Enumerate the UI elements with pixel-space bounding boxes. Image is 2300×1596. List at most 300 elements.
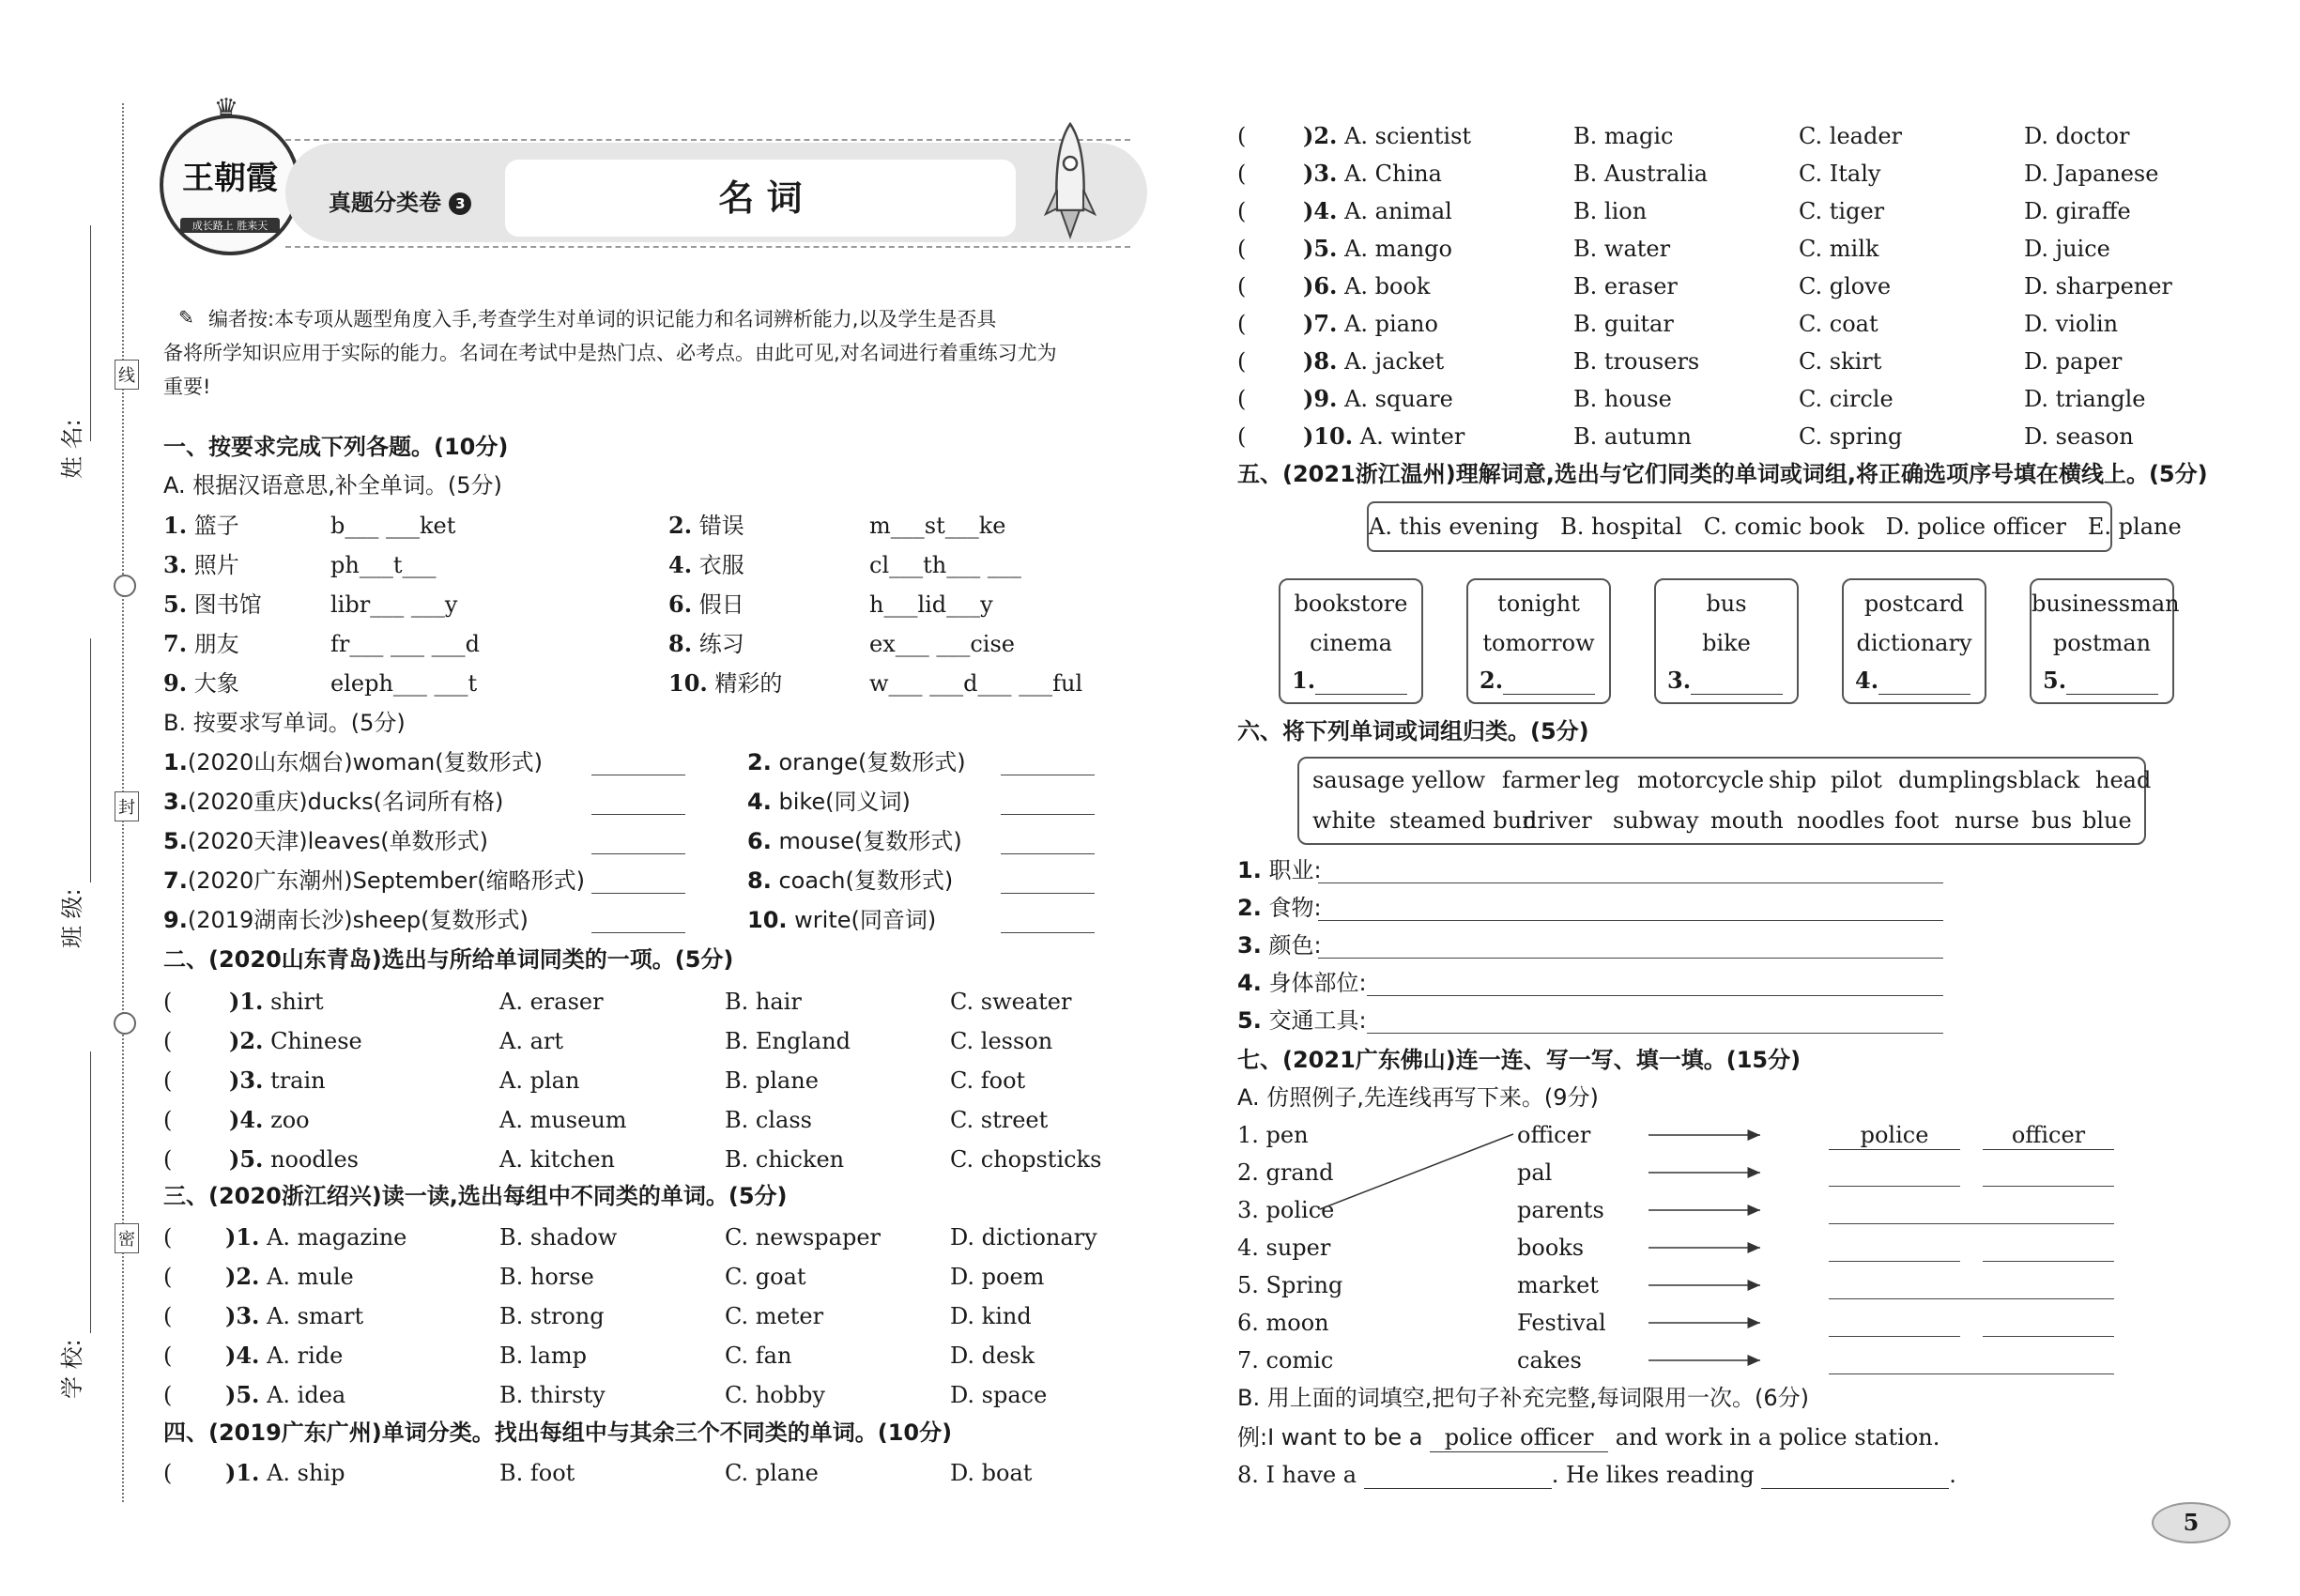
word-task: bike(同义词)	[778, 789, 911, 815]
series-number-badge: 3	[449, 192, 471, 215]
category-label: 职业:	[1268, 857, 1322, 883]
bank-word: farmer	[1502, 767, 1581, 793]
option-a[interactable]: A. idea	[267, 1382, 346, 1408]
item-number: 1.	[163, 512, 188, 539]
answer-line-second[interactable]	[1983, 1336, 2114, 1337]
word-task: mouse(复数形式)	[778, 828, 962, 854]
item-number: )1.	[225, 1223, 260, 1251]
option-a[interactable]: A. scientist	[1344, 123, 1472, 149]
option-b[interactable]: B. hair	[725, 989, 802, 1015]
bank-word: mouth	[1710, 807, 1784, 834]
word-card	[1279, 578, 1423, 704]
item-number: 3.	[163, 551, 188, 578]
answer-line[interactable]	[1001, 893, 1095, 894]
binding-hole-icon	[114, 1012, 136, 1035]
class-write-line[interactable]	[90, 638, 91, 882]
name-label: 姓 名:	[59, 419, 85, 479]
card-word: businessman	[2032, 591, 2180, 617]
spelling-blank[interactable]: libr___ ___y	[330, 591, 458, 618]
spelling-blank[interactable]: cl___th___ ___	[869, 552, 1021, 578]
q8-part-2: . He likes reading	[1551, 1462, 1755, 1488]
answer-bracket[interactable]: (	[1237, 423, 1247, 450]
bank-word: leg	[1585, 767, 1620, 793]
section1-title: 一、按要求完成下列各题。(10分)	[163, 434, 509, 460]
crown-icon: ♛	[213, 93, 239, 126]
answer-line-first[interactable]	[1829, 1261, 1960, 1262]
option-b[interactable]: B. strong	[499, 1303, 605, 1329]
option-d[interactable]: D. juice	[2024, 236, 2110, 262]
item-number: 3.	[1237, 932, 1262, 959]
given-word: train	[270, 1067, 326, 1094]
option-b[interactable]: B. guitar	[1573, 311, 1674, 337]
option-a[interactable]: A. book	[1344, 273, 1431, 299]
section2-title: 二、(2020山东青岛)选出与所给单词同类的一项。(5分)	[163, 946, 734, 973]
given-word: noodles	[270, 1146, 359, 1173]
option-a[interactable]: A. art	[499, 1028, 564, 1054]
item-number: 5.	[2043, 667, 2067, 694]
right-word[interactable]: market	[1517, 1272, 1599, 1298]
answer-blank[interactable]	[1503, 671, 1595, 695]
section1a-title: A. 根据汉语意思,补全单词。(5分)	[163, 472, 502, 499]
item-number: 3.	[163, 789, 188, 815]
option-b[interactable]: B. magic	[1573, 123, 1674, 149]
bank-word: white	[1312, 807, 1376, 834]
bank-word: subway	[1613, 807, 1699, 834]
option-d[interactable]: D. sharpener	[2024, 273, 2172, 299]
bank-word: driver	[1523, 807, 1592, 834]
item-number: 3.	[1667, 667, 1692, 694]
option-d[interactable]: D. kind	[950, 1303, 1032, 1329]
answer-blank[interactable]	[1691, 671, 1783, 695]
option-b[interactable]: B. trousers	[1573, 348, 1700, 375]
section3-title: 三、(2020浙江绍兴)读一读,选出每组中不同类的单词。(5分)	[163, 1183, 788, 1209]
item-number: )2.	[229, 1027, 264, 1054]
bank-word: dumplings	[1898, 767, 2018, 793]
spelling-blank[interactable]: eleph___ ___t	[330, 670, 478, 697]
banner-dash-bottom	[285, 246, 1130, 248]
answer-bracket[interactable]: (	[1237, 236, 1247, 262]
category-answer-line[interactable]	[1367, 995, 1943, 996]
option-d[interactable]: D. triangle	[2024, 386, 2146, 412]
word-task: (2020山东烟台)woman(复数形式)	[187, 749, 543, 775]
class-label: 班 级:	[59, 888, 85, 948]
item-number: )8.	[1303, 347, 1338, 375]
answer-line-single[interactable]	[1829, 1373, 2114, 1374]
left-word[interactable]: 4. super	[1237, 1235, 1331, 1261]
chinese-word: 大象	[193, 670, 239, 697]
given-word: shirt	[270, 989, 324, 1015]
option-c[interactable]: C. spring	[1799, 423, 1903, 450]
item-number: )4.	[225, 1342, 260, 1369]
card-word: tonight	[1497, 591, 1580, 617]
bank-word: motorcycle	[1637, 767, 1765, 793]
option-b[interactable]: B. England	[725, 1028, 851, 1054]
answer-line-second[interactable]	[1983, 1186, 2114, 1187]
item-number: 9.	[163, 907, 188, 933]
left-word[interactable]: 2. grand	[1237, 1159, 1334, 1186]
q8-blank-1[interactable]	[1364, 1466, 1552, 1489]
answer-line-first[interactable]	[1829, 1336, 1960, 1337]
option-a[interactable]: A. smart	[267, 1303, 364, 1329]
option-c[interactable]: C. coat	[1799, 311, 1878, 337]
option-b[interactable]: B. autumn	[1573, 423, 1692, 450]
item-number: )3.	[229, 1067, 264, 1094]
brand-logo	[160, 93, 300, 255]
word-task: (2020重庆)ducks(名词所有格)	[187, 789, 504, 815]
q8-part-1: 8. I have a	[1237, 1462, 1357, 1488]
chinese-word: 错误	[698, 513, 744, 539]
editor-note-line-2: 备将所学知识应用于实际的能力。名词在考试中是热门点、必考点。由此可见,对名词进行着重练习尤为	[163, 342, 1057, 364]
right-word[interactable]: Festival	[1517, 1310, 1606, 1336]
bank-word: blue	[2082, 807, 2132, 834]
chinese-word: 假日	[698, 591, 744, 618]
spelling-blank[interactable]: fr___ ___ ___d	[330, 631, 480, 657]
bank-word: bus	[2032, 807, 2073, 834]
option-c[interactable]: C. hobby	[725, 1382, 825, 1408]
item-number: 1.	[1237, 857, 1262, 883]
option-c[interactable]: C. Italy	[1799, 161, 1881, 187]
category-label: 食物:	[1268, 895, 1322, 921]
answer-bracket[interactable]: (	[163, 1460, 173, 1486]
option-c[interactable]: C. goat	[725, 1264, 806, 1290]
answer-bracket[interactable]: (	[1237, 311, 1247, 337]
item-number: 5.	[163, 591, 188, 618]
section6-title: 六、将下列单词或词组归类。(5分)	[1237, 718, 1589, 744]
item-number: 8.	[668, 630, 693, 657]
item-number: 5.	[163, 828, 188, 854]
answer-bracket[interactable]: (	[163, 1264, 173, 1290]
item-number: 2.	[747, 749, 772, 775]
binding-mark-line: 线	[115, 360, 139, 390]
editor-note-line-3: 重要!	[163, 376, 211, 398]
spelling-blank[interactable]: w___ ___d___ ___ful	[869, 670, 1083, 697]
option-c[interactable]: C. tiger	[1799, 198, 1885, 224]
option-a[interactable]: A. square	[1344, 386, 1453, 412]
item-number: )4.	[229, 1106, 264, 1133]
option-c[interactable]: C. lesson	[950, 1028, 1053, 1054]
section4-title: 四、(2019广东广州)单词分类。找出每组中与其余三个不同类的单词。(10分)	[163, 1420, 953, 1446]
chinese-word: 篮子	[193, 513, 239, 539]
example-match-line	[1320, 1134, 1513, 1209]
option-d[interactable]: D. desk	[950, 1343, 1035, 1369]
chinese-word: 照片	[193, 552, 239, 578]
option-b[interactable]: B. horse	[499, 1264, 594, 1290]
bank-word: foot	[1894, 807, 1940, 834]
right-word[interactable]: officer	[1517, 1122, 1591, 1148]
school-label: 学 校:	[59, 1339, 85, 1399]
item-number: 4.	[747, 789, 772, 815]
option-d[interactable]: D. space	[950, 1382, 1048, 1408]
answer-line[interactable]	[591, 893, 685, 894]
item-number: )4.	[1303, 197, 1338, 224]
binding-hole-icon	[114, 575, 136, 597]
word-card	[1654, 578, 1799, 704]
section7a-title: A. 仿照例子,先连线再写下来。(9分)	[1237, 1084, 1599, 1111]
left-word[interactable]: 6. moon	[1237, 1310, 1329, 1336]
item-number: )6.	[1303, 272, 1338, 299]
option-a[interactable]: A. plan	[499, 1067, 580, 1094]
section7-title: 七、(2021广东佛山)连一连、写一写、填一填。(15分)	[1237, 1047, 1802, 1073]
spelling-blank[interactable]: ph___t___	[330, 552, 437, 578]
bank-word: head	[2095, 767, 2152, 793]
answer-bracket[interactable]: (	[163, 1067, 173, 1094]
word-card	[2030, 578, 2180, 704]
answer-bracket[interactable]: (	[163, 1303, 173, 1329]
category-answer-line[interactable]	[1318, 958, 1943, 959]
title-panel	[505, 160, 1016, 237]
options-box: A. this evening B. hospital C. comic book D. police officer E. plane	[1367, 501, 2112, 552]
answer-line-single[interactable]	[1829, 1223, 2114, 1224]
page-title: 名 词	[718, 177, 803, 219]
answer-bracket[interactable]: (	[163, 1146, 173, 1173]
card-word: bus	[1706, 591, 1747, 617]
option-a[interactable]: A. ride	[267, 1343, 344, 1369]
q8-blank-2[interactable]	[1761, 1466, 1949, 1489]
item-number: 8.	[747, 867, 772, 894]
spelling-blank[interactable]: h___lid___y	[869, 591, 993, 618]
answer-blank[interactable]	[1878, 671, 1970, 695]
answer-bracket[interactable]: (	[1237, 198, 1247, 224]
option-b[interactable]: B. plane	[725, 1067, 819, 1094]
answer-bracket[interactable]: (	[1237, 123, 1247, 149]
option-c[interactable]: C. leader	[1799, 123, 1902, 149]
answer-line[interactable]	[1001, 814, 1095, 815]
right-word[interactable]: cakes	[1517, 1347, 1582, 1373]
option-b[interactable]: B. lamp	[499, 1343, 587, 1369]
right-word[interactable]: parents	[1517, 1197, 1604, 1223]
chinese-word: 精彩的	[714, 670, 783, 697]
banner-dash-top	[285, 139, 1130, 141]
bank-word: ship	[1769, 767, 1817, 793]
option-b[interactable]: B. chicken	[725, 1146, 845, 1173]
word-task: orange(复数形式)	[778, 749, 966, 775]
option-b[interactable]: B. eraser	[1573, 273, 1678, 299]
option-c[interactable]: C. plane	[725, 1460, 819, 1486]
option-c[interactable]: C. newspaper	[725, 1224, 881, 1251]
answer-bracket[interactable]: (	[163, 1343, 173, 1369]
option-c[interactable]: C. circle	[1799, 386, 1894, 412]
answer-bracket[interactable]: (	[163, 1028, 173, 1054]
section5-title: 五、(2021浙江温州)理解词意,选出与它们同类的单词或词组,将正确选项序号填在横线上。(5分)	[1237, 461, 2208, 487]
option-a[interactable]: A. jacket	[1344, 348, 1445, 375]
answer-bracket[interactable]: (	[1237, 348, 1247, 375]
option-b[interactable]: B. shadow	[499, 1224, 618, 1251]
option-a[interactable]: A. mango	[1344, 236, 1452, 262]
q8-part-3: .	[1949, 1462, 1956, 1488]
item-number: 4.	[668, 551, 693, 578]
word-task: (2020广东潮州)September(缩略形式)	[187, 867, 586, 894]
spelling-blank[interactable]: ex___ ___cise	[869, 631, 1016, 657]
school-write-line[interactable]	[90, 1051, 91, 1333]
chinese-word: 练习	[698, 631, 744, 657]
editor-note-line-1: 编者按:本专项从题型角度入手,考查学生对单词的识记能力和名词辨析能力,以及学生是否具	[208, 308, 997, 330]
brand-slogan: 成长路上 胜来天	[180, 218, 280, 233]
option-c[interactable]: C. sweater	[950, 989, 1072, 1015]
item-number: )7.	[1303, 310, 1338, 337]
option-a[interactable]: A. eraser	[499, 989, 604, 1015]
option-c[interactable]: C. skirt	[1799, 348, 1882, 375]
item-number: 10.	[747, 907, 788, 933]
answer-line-first[interactable]	[1829, 1186, 1960, 1187]
binding-mark-seal: 封	[115, 791, 139, 821]
option-d[interactable]: D. paper	[2024, 348, 2123, 375]
item-number: )5.	[229, 1145, 264, 1173]
spelling-blank[interactable]: m___st___ke	[869, 513, 1006, 539]
item-number: 5.	[1237, 1007, 1262, 1034]
bank-word: yellow	[1412, 767, 1486, 793]
left-word[interactable]: 1. pen	[1237, 1122, 1309, 1148]
given-word: Chinese	[270, 1028, 362, 1054]
name-write-line[interactable]	[90, 225, 91, 441]
chinese-word: 朋友	[193, 631, 239, 657]
chinese-word: 衣服	[698, 552, 744, 578]
answer-blank[interactable]	[2066, 671, 2158, 695]
option-c[interactable]: C. milk	[1799, 236, 1879, 262]
item-number: 4.	[1855, 667, 1879, 694]
chinese-word: 图书馆	[193, 591, 262, 618]
category-label: 身体部位:	[1268, 970, 1367, 996]
item-number: 10.	[668, 669, 708, 697]
item-number: )3.	[225, 1302, 260, 1329]
option-d[interactable]: D. Japanese	[2024, 161, 2159, 187]
left-word[interactable]: 3. police	[1237, 1197, 1335, 1223]
answer-bracket[interactable]: (	[1237, 161, 1247, 187]
answer-line[interactable]	[591, 814, 685, 815]
option-a[interactable]: A. China	[1344, 161, 1442, 187]
right-word[interactable]: books	[1517, 1235, 1585, 1261]
given-word: zoo	[270, 1107, 310, 1133]
bank-word: steamed bun	[1389, 807, 1537, 834]
option-b[interactable]: B. Australia	[1573, 161, 1709, 187]
answer-bracket[interactable]: (	[163, 1382, 173, 1408]
option-a[interactable]: A. animal	[1344, 198, 1452, 224]
section1b-title: B. 按要求写单词。(5分)	[163, 710, 406, 736]
word-task: (2020天津)leaves(单数形式)	[187, 828, 488, 854]
item-number: )10.	[1303, 422, 1354, 450]
item-number: 4.	[1237, 970, 1262, 996]
option-d[interactable]: D. violin	[2024, 311, 2119, 337]
option-c[interactable]: C. glove	[1799, 273, 1892, 299]
option-d[interactable]: D. giraffe	[2024, 198, 2131, 224]
answer-line[interactable]	[1001, 853, 1095, 854]
example-suffix: and work in a police station.	[1615, 1424, 1940, 1450]
answer-bracket[interactable]: (	[1237, 386, 1247, 412]
item-number: 1.	[163, 749, 188, 775]
item-number: 7.	[163, 630, 188, 657]
answer-bracket[interactable]: (	[1237, 273, 1247, 299]
card-word: bookstore	[1294, 591, 1408, 617]
left-word[interactable]: 5. Spring	[1237, 1272, 1343, 1298]
item-number: 6.	[668, 591, 693, 618]
series-label: 真题分类卷 3	[329, 184, 471, 217]
word-card	[1466, 578, 1611, 704]
right-word[interactable]: pal	[1517, 1159, 1553, 1186]
answer-bracket[interactable]: (	[163, 989, 173, 1015]
category-label: 颜色:	[1268, 932, 1322, 959]
option-d[interactable]: D. season	[2024, 423, 2134, 450]
example-prefix: 例:I want to be a	[1237, 1424, 1423, 1450]
bank-word: sausage	[1312, 767, 1405, 793]
option-a[interactable]: A. piano	[1344, 311, 1438, 337]
left-word[interactable]: 7. comic	[1237, 1347, 1334, 1373]
answer-blank[interactable]	[1315, 671, 1407, 695]
answer-line-second[interactable]	[1983, 1261, 2114, 1262]
item-number: )5.	[225, 1381, 260, 1408]
option-a[interactable]: A. mule	[267, 1264, 354, 1290]
item-number: 7.	[163, 867, 188, 894]
bank-word: noodles	[1797, 807, 1885, 834]
option-a[interactable]: A. ship	[267, 1460, 345, 1486]
card-word: postman	[2052, 630, 2152, 656]
card-word: postcard	[1863, 591, 1965, 617]
item-number: )3.	[1303, 160, 1338, 187]
example-fill: police officer	[1430, 1423, 1608, 1452]
category-answer-line[interactable]	[1367, 1033, 1943, 1034]
card-word: tomorrow	[1482, 630, 1595, 656]
item-number: 2.	[668, 512, 693, 539]
option-a[interactable]: A. winter	[1359, 423, 1465, 450]
item-number: )9.	[1303, 385, 1338, 412]
option-d[interactable]: D. boat	[950, 1460, 1033, 1486]
item-number: 2.	[1480, 667, 1504, 694]
option-c[interactable]: C. street	[950, 1107, 1049, 1133]
option-b[interactable]: B. class	[725, 1107, 812, 1133]
card-word: bike	[1702, 630, 1751, 656]
option-b[interactable]: B. water	[1573, 236, 1671, 262]
option-b[interactable]: B. house	[1573, 386, 1672, 412]
binding-mark-secret: 密	[115, 1223, 139, 1253]
category-answer-line[interactable]	[1318, 920, 1943, 921]
option-d[interactable]: D. poem	[950, 1264, 1045, 1290]
item-number: )1.	[229, 988, 264, 1015]
option-b[interactable]: B. thirsty	[499, 1382, 606, 1408]
option-d[interactable]: D. doctor	[2024, 123, 2130, 149]
example-answer-2: officer	[1983, 1121, 2114, 1150]
answer-line[interactable]	[591, 932, 685, 933]
answer-bracket[interactable]: (	[163, 1107, 173, 1133]
option-c[interactable]: C. fan	[725, 1343, 792, 1369]
answer-line[interactable]	[1001, 932, 1095, 933]
option-a[interactable]: A. kitchen	[499, 1146, 616, 1173]
option-c[interactable]: C. chopsticks	[950, 1146, 1102, 1173]
item-number: 6.	[747, 828, 772, 854]
option-d[interactable]: D. dictionary	[950, 1224, 1097, 1251]
example-answer-1: police	[1829, 1121, 1960, 1150]
option-b[interactable]: B. lion	[1573, 198, 1648, 224]
answer-bracket[interactable]: (	[163, 1224, 173, 1251]
option-a[interactable]: A. museum	[499, 1107, 627, 1133]
bank-word: pilot	[1831, 767, 1882, 793]
option-c[interactable]: C. meter	[725, 1303, 824, 1329]
page-number-badge	[2152, 1502, 2231, 1543]
answer-line-single[interactable]	[1829, 1298, 2114, 1299]
option-b[interactable]: B. foot	[499, 1460, 575, 1486]
bank-word: black	[2018, 767, 2080, 793]
item-number: 2.	[1237, 895, 1262, 921]
category-answer-line[interactable]	[1318, 882, 1943, 883]
answer-line[interactable]	[591, 853, 685, 854]
option-a[interactable]: A. magazine	[267, 1224, 407, 1251]
pencil-icon: ✎	[178, 306, 194, 329]
section7b-title: B. 用上面的词填空,把句子补充完整,每词限用一次。(6分)	[1237, 1385, 1809, 1411]
category-label: 交通工具:	[1268, 1007, 1367, 1034]
item-number: 9.	[163, 669, 188, 697]
option-c[interactable]: C. foot	[950, 1067, 1026, 1094]
item-number: )1.	[225, 1459, 260, 1486]
word-task: write(同音词)	[794, 907, 937, 933]
spelling-blank[interactable]: b___ ___ket	[330, 513, 456, 539]
item-number: 1.	[1292, 667, 1316, 694]
